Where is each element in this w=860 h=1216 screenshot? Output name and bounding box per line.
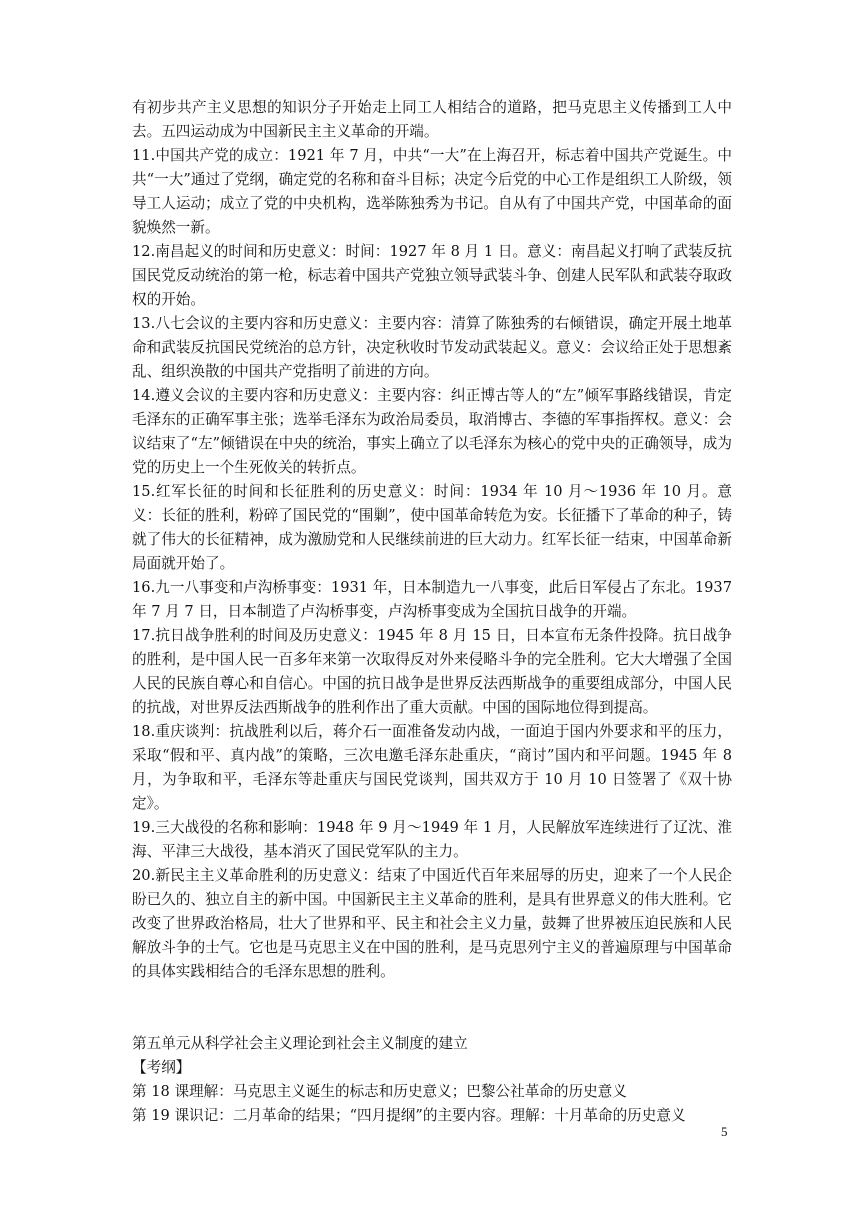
section-title: 第五单元从科学社会主义理论到社会主义制度的建立	[132, 1035, 468, 1052]
paragraph-item-12: 12.南昌起义的时间和历史意义：时间：1927 年 8 月 1 日。意义：南昌起义打响了武装反抗国民党反动统治的第一枪，标志着中国共产党独立领导武装斗争、创建人民军队和武装夺取政权的开始。	[132, 243, 732, 308]
section-spacer	[132, 984, 732, 1032]
outline-label: 【考纲】	[132, 1059, 191, 1076]
paragraph-item-20: 20.新民主主义革命胜利的历史意义：结束了中国近代百年来屈辱的历史，迎来了一个人民企盼已久的、独立自主的新中国。中国新民主主义革命的胜利，是具有世界意义的伟大胜利。它改变了世界政治格局，壮大了世界和平、民主和社会主义力量，鼓舞了世界被压迫民族和人民解放斗争的士气。它也是马克思主义在中国的胜利，是马克思列宁主义的普遍原理与中国革命的具体实践相结合的毛泽东思想的胜利。	[132, 867, 732, 980]
paragraph-item-13: 13.八七会议的主要内容和历史意义：主要内容：清算了陈独秀的右倾错误，确定开展土地革命和武装反抗国民党统治的总方针，决定秋收时节发动武装起义。意义：会议给正处于思想紊乱、组织涣散的中国共产党指明了前进的方向。	[132, 315, 732, 380]
page-number: 5	[721, 1124, 728, 1139]
paragraph-item-16: 16.九一八事变和卢沟桥事变：1931 年，日本制造九一八事变，此后日军侵占了东北。1937 年 7 月 7 日，日本制造了卢沟桥事变，卢沟桥事变成为全国抗日战争的开端。	[132, 579, 732, 620]
outline-line-lesson-19: 第 19 课识记：二月革命的结果；“四月提纲”的主要内容。理解：十月革命的历史意义	[132, 1107, 686, 1124]
document-body	[132, 96, 732, 1128]
paragraph-intro: 有初步共产主义思想的知识分子开始走上同工人相结合的道路，把马克思主义传播到工人中去。五四运动成为中国新民主主义革命的开端。	[132, 99, 732, 140]
paragraph-item-15: 15.红军长征的时间和长征胜利的历史意义：时间：1934 年 10 月～1936 年 10 月。意义：长征的胜利，粉碎了国民党的“围剿”，使中国革命转危为安。长征播下了革命的种子，铸就了伟大的长征精神，成为激励党和人民继续前进的巨大动力。红军长征一结束，中国革命新局面就开始了。	[132, 483, 732, 572]
paragraph-item-19: 19.三大战役的名称和影响：1948 年 9 月～1949 年 1 月，人民解放军连续进行了辽沈、淮海、平津三大战役，基本消灭了国民党军队的主力。	[132, 819, 732, 860]
outline-line-lesson-18: 第 18 课理解：马克思主义诞生的标志和历史意义；巴黎公社革命的历史意义	[132, 1083, 627, 1100]
paragraph-item-17: 17.抗日战争胜利的时间及历史意义：1945 年 8 月 15 日，日本宣布无条件投降。抗日战争的胜利，是中国人民一百多年来第一次取得反对外来侵略斗争的完全胜利。它大大增强了全国人民的民族自尊心和自信心。中国的抗日战争是世界反法西斯战争的重要组成部分，中国人民的抗战，对世界反法西斯战争的胜利作出了重大贡献。中国的国际地位得到提高。	[132, 627, 732, 716]
paragraph-item-14: 14.遵义会议的主要内容和历史意义：主要内容：纠正博古等人的“左”倾军事路线错误，肯定毛泽东的正确军事主张；选举毛泽东为政治局委员，取消博古、李德的军事指挥权。意义：会议结束了“左”倾错误在中央的统治，事实上确立了以毛泽东为核心的党中央的正确领导，成为党的历史上一个生死攸关的转折点。	[132, 387, 732, 476]
paragraph-item-18: 18.重庆谈判：抗战胜利以后，蒋介石一面准备发动内战，一面迫于国内外要求和平的压力，采取“假和平、真内战”的策略，三次电邀毛泽东赴重庆，“商讨”国内和平问题。1945 年 8 月，为争取和平，毛泽东等赴重庆与国民党谈判，国共双方于 10 月 10 日签署了《双十协定》。	[132, 723, 732, 812]
paragraph-item-11: 11.中国共产党的成立：1921 年 7 月，中共“一大”在上海召开，标志着中国共产党诞生。中共“一大”通过了党纲，确定党的名称和奋斗目标；决定今后党的中心工作是组织工人阶级，领导工人运动；成立了党的中央机构，选举陈独秀为书记。自从有了中国共产党，中国革命的面貌焕然一新。	[132, 147, 732, 236]
